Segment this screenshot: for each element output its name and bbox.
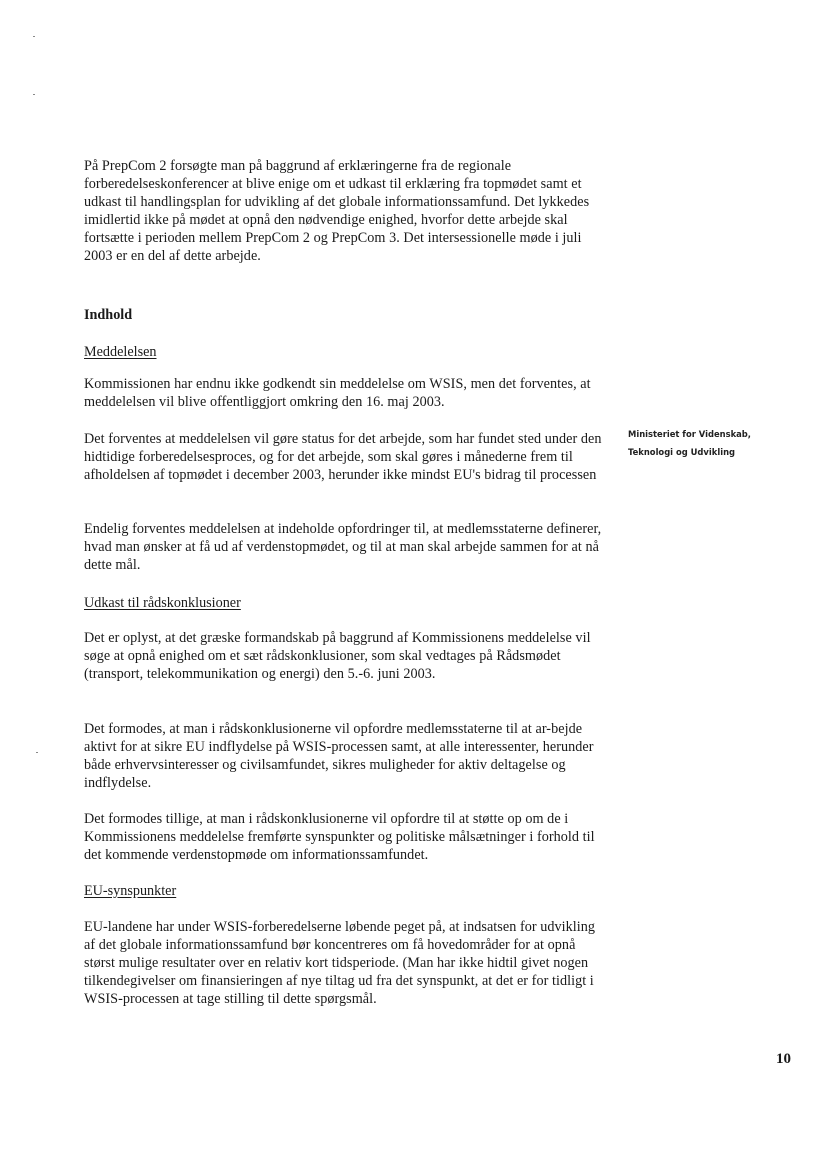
section-heading-eu-synspunkter: EU-synspunkter (84, 883, 177, 899)
paragraph: Det forventes at meddelelsen vil gøre status for det arbejde, som har fundet sted under den hidtidige forberedelsesproces, og for det arbejde, som skal gøres i månederne frem til afholdelsen af topmødet i december 2003, herunder ikke mindst EU's bidrag til processen (84, 431, 602, 483)
ministry-name-line-2: Teknologi og Udvikling (628, 447, 736, 457)
scan-speck (33, 36, 35, 37)
section-heading-meddelelsen: Meddelelsen (84, 344, 157, 360)
section-heading-raadskonklusioner: Udkast til rådskonklusioner (84, 595, 241, 611)
ministry-sidebar (628, 425, 818, 461)
page-number: 10 (776, 1051, 791, 1067)
paragraph: EU-landene har under WSIS-forberedelserne løbende peget på, at indsatsen for udvikling af det globale informationssamfund bør koncentreres om få hovedområder for at opnå størst mulige resultater over en relativ kort tidsperiode. (Man har ikke hidtil givet nogen tilkendegivelser om finansieringen af nye tiltag ud fra det synspunkt, at det er for tidligt i WSIS-processen at tage stilling til dette spørgsmål. (84, 919, 596, 1007)
content-heading: Indhold (84, 307, 133, 323)
paragraph: Endelig forventes meddelelsen at indeholde opfordringer til, at medlemsstaterne definerer, hvad man ønsker at få ud af verdenstopmødet, og til at man skal arbejde sammen for at nå dette mål. (84, 521, 602, 573)
paragraph: Det formodes, at man i rådskonklusionerne vil opfordre medlemsstaterne til at ar-bejde aktivt for at sikre EU indflydelse på WSIS-processen samt, at alle interessenter, herunder både erhvervsinteresser og civilsamfundet, sikres muligheder for aktiv deltagelse og indflydelse. (84, 721, 594, 791)
ministry-name-line-1: Ministeriet for Videnskab, (628, 429, 751, 439)
paragraph: Det formodes tillige, at man i rådskonklusionerne vil opfordre til at støtte op om de i Kommissionens meddelelse fremførte synspunkter og politiske målsætninger i forhold til det kommende verdenstopmøde om informationssamfundet. (84, 811, 595, 863)
scan-speck (33, 94, 35, 95)
scan-speck (36, 752, 38, 753)
intro-paragraph: På PrepCom 2 forsøgte man på baggrund af erklæringerne fra de regionale forberedelseskonferencer at blive enige om et udkast til erklæring fra topmødet samt et udkast til handlingsplan for udvikling af det globale informationssamfund. Det lykkedes imidlertid ikke på mødet at opnå den nødvendige enighed, hvorfor dette arbejde skal fortsætte i perioden mellem PrepCom 2 og PrepCom 3. Det intersessionelle møde i juli 2003 er en del af dette arbejde. (84, 158, 590, 264)
paragraph: Kommissionen har endnu ikke godkendt sin meddelelse om WSIS, men det forventes, at meddelelsen vil blive offentliggjort omkring den 16. maj 2003. (84, 376, 591, 410)
paragraph: Det er oplyst, at det græske formandskab på baggrund af Kommissionens meddelelse vil søge at opnå enighed om et sæt rådskonklusioner, som skal vedtages på Rådsmødet (transport, telekommunikation og energi) den 5.-6. juni 2003. (84, 630, 591, 682)
